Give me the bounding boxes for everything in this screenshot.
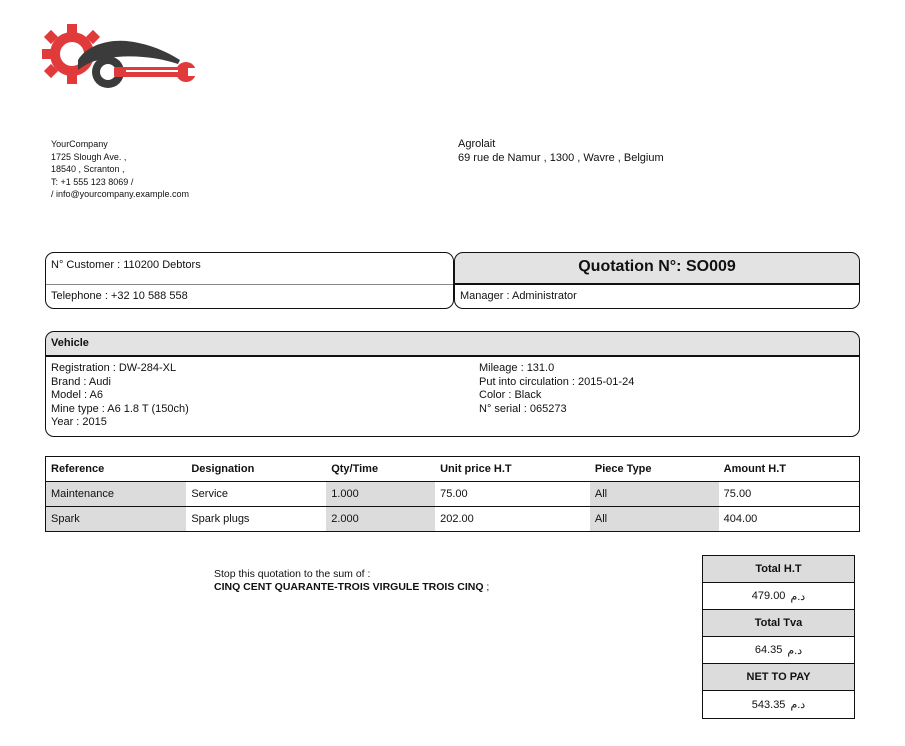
vehicle-details — [45, 356, 860, 437]
customer-telephone: Telephone : +32 10 588 558 — [51, 290, 188, 302]
vehicle-header — [45, 331, 860, 356]
vehicle-year: Year : 2015 — [51, 416, 107, 429]
table-row — [46, 507, 860, 532]
cell-qty: 2.000 — [326, 507, 435, 532]
vehicle-mine-type: Mine type : A6 1.8 T (150ch) — [51, 402, 189, 415]
cell-amount: 75.00 — [719, 482, 860, 507]
amount-words-text: CINQ CENT QUARANTE-TROIS VIRGULE TROIS CINQ — [214, 581, 484, 593]
vehicle-heading: Vehicle — [51, 337, 89, 349]
header-piece-type: Piece Type — [590, 457, 719, 482]
vehicle-right-column — [479, 362, 634, 416]
amount-words-line — [214, 581, 489, 594]
header-amount: Amount H.T — [719, 457, 860, 482]
table-row — [46, 482, 860, 507]
manager-value: Administrator — [509, 290, 577, 302]
company-address — [51, 138, 189, 201]
vehicle-serial: N° serial : 065273 — [479, 402, 567, 415]
cell-designation: Service — [186, 482, 326, 507]
manager-label: Manager : — [460, 290, 510, 302]
currency-symbol: د.م — [790, 699, 806, 711]
vehicle-color: Color : Black — [479, 389, 542, 402]
manager-line — [460, 290, 577, 302]
manager-box — [454, 284, 860, 309]
net-to-pay-label: NET TO PAY — [703, 664, 854, 691]
customer-divider — [46, 284, 453, 285]
vehicle-mileage: Mileage : 131.0 — [479, 362, 555, 374]
client-street: 69 rue de Namur , 1300 , Wavre , Belgium — [458, 152, 664, 164]
header-reference: Reference — [46, 457, 187, 482]
table-header-row — [46, 457, 860, 482]
currency-symbol: د.م — [787, 644, 803, 657]
net-to-pay-value — [703, 691, 854, 718]
company-email: / info@yourcompany.example.com — [51, 189, 190, 200]
cell-designation: Spark plugs — [186, 507, 326, 532]
client-address — [458, 137, 664, 165]
header-designation: Designation — [186, 457, 326, 482]
totals-box — [702, 555, 855, 719]
company-logo — [42, 20, 198, 96]
cell-reference: Maintenance — [46, 482, 187, 507]
company-city: 18540 , Scranton , — [51, 164, 125, 175]
total-ht-label: Total H.T — [703, 556, 854, 583]
quotation-lines-table — [45, 456, 860, 532]
vehicle-circulation-date: Put into circulation : 2015-01-24 — [479, 375, 635, 388]
total-ht-value — [703, 583, 854, 610]
vehicle-model: Model : A6 — [51, 389, 103, 402]
amount-words-suffix: ; — [483, 581, 490, 593]
header-unit-price: Unit price H.T — [435, 457, 590, 482]
vehicle-left-column — [51, 362, 189, 430]
total-tva-value — [703, 637, 854, 664]
total-tva-label: Total Tva — [703, 610, 854, 637]
amount-intro: Stop this quotation to the sum of : — [214, 568, 371, 580]
total-tva-amount: 64.35 — [754, 644, 783, 656]
car-icon — [78, 41, 180, 88]
client-name: Agrolait — [458, 138, 496, 150]
quotation-title-box — [454, 252, 860, 284]
vehicle-brand: Brand : Audi — [51, 375, 111, 388]
cell-reference: Spark — [46, 507, 187, 532]
cell-amount: 404.00 — [719, 507, 860, 532]
cell-qty: 1.000 — [326, 482, 435, 507]
header-qty-time: Qty/Time — [326, 457, 435, 482]
cell-unit-price: 75.00 — [435, 482, 590, 507]
net-to-pay-amount: 543.35 — [751, 698, 786, 711]
company-street: 1725 Slough Ave. , — [51, 151, 127, 162]
company-name: YourCompany — [51, 139, 108, 149]
customer-number: N° Customer : 110200 Debtors — [51, 259, 201, 271]
company-phone: T: +1 555 123 8069 / — [51, 176, 134, 187]
cell-piece-type: All — [590, 507, 719, 532]
vehicle-registration: Registration : DW-284-XL — [51, 362, 177, 374]
wrench-icon — [114, 62, 198, 82]
cell-piece-type: All — [590, 482, 719, 507]
total-ht-amount: 479.00 — [751, 590, 786, 602]
quotation-title: Quotation N°: SO009 — [578, 258, 736, 275]
amount-in-words — [214, 568, 489, 594]
cell-unit-price: 202.00 — [435, 507, 590, 532]
currency-symbol: د.م — [790, 590, 806, 603]
customer-box — [45, 252, 454, 309]
